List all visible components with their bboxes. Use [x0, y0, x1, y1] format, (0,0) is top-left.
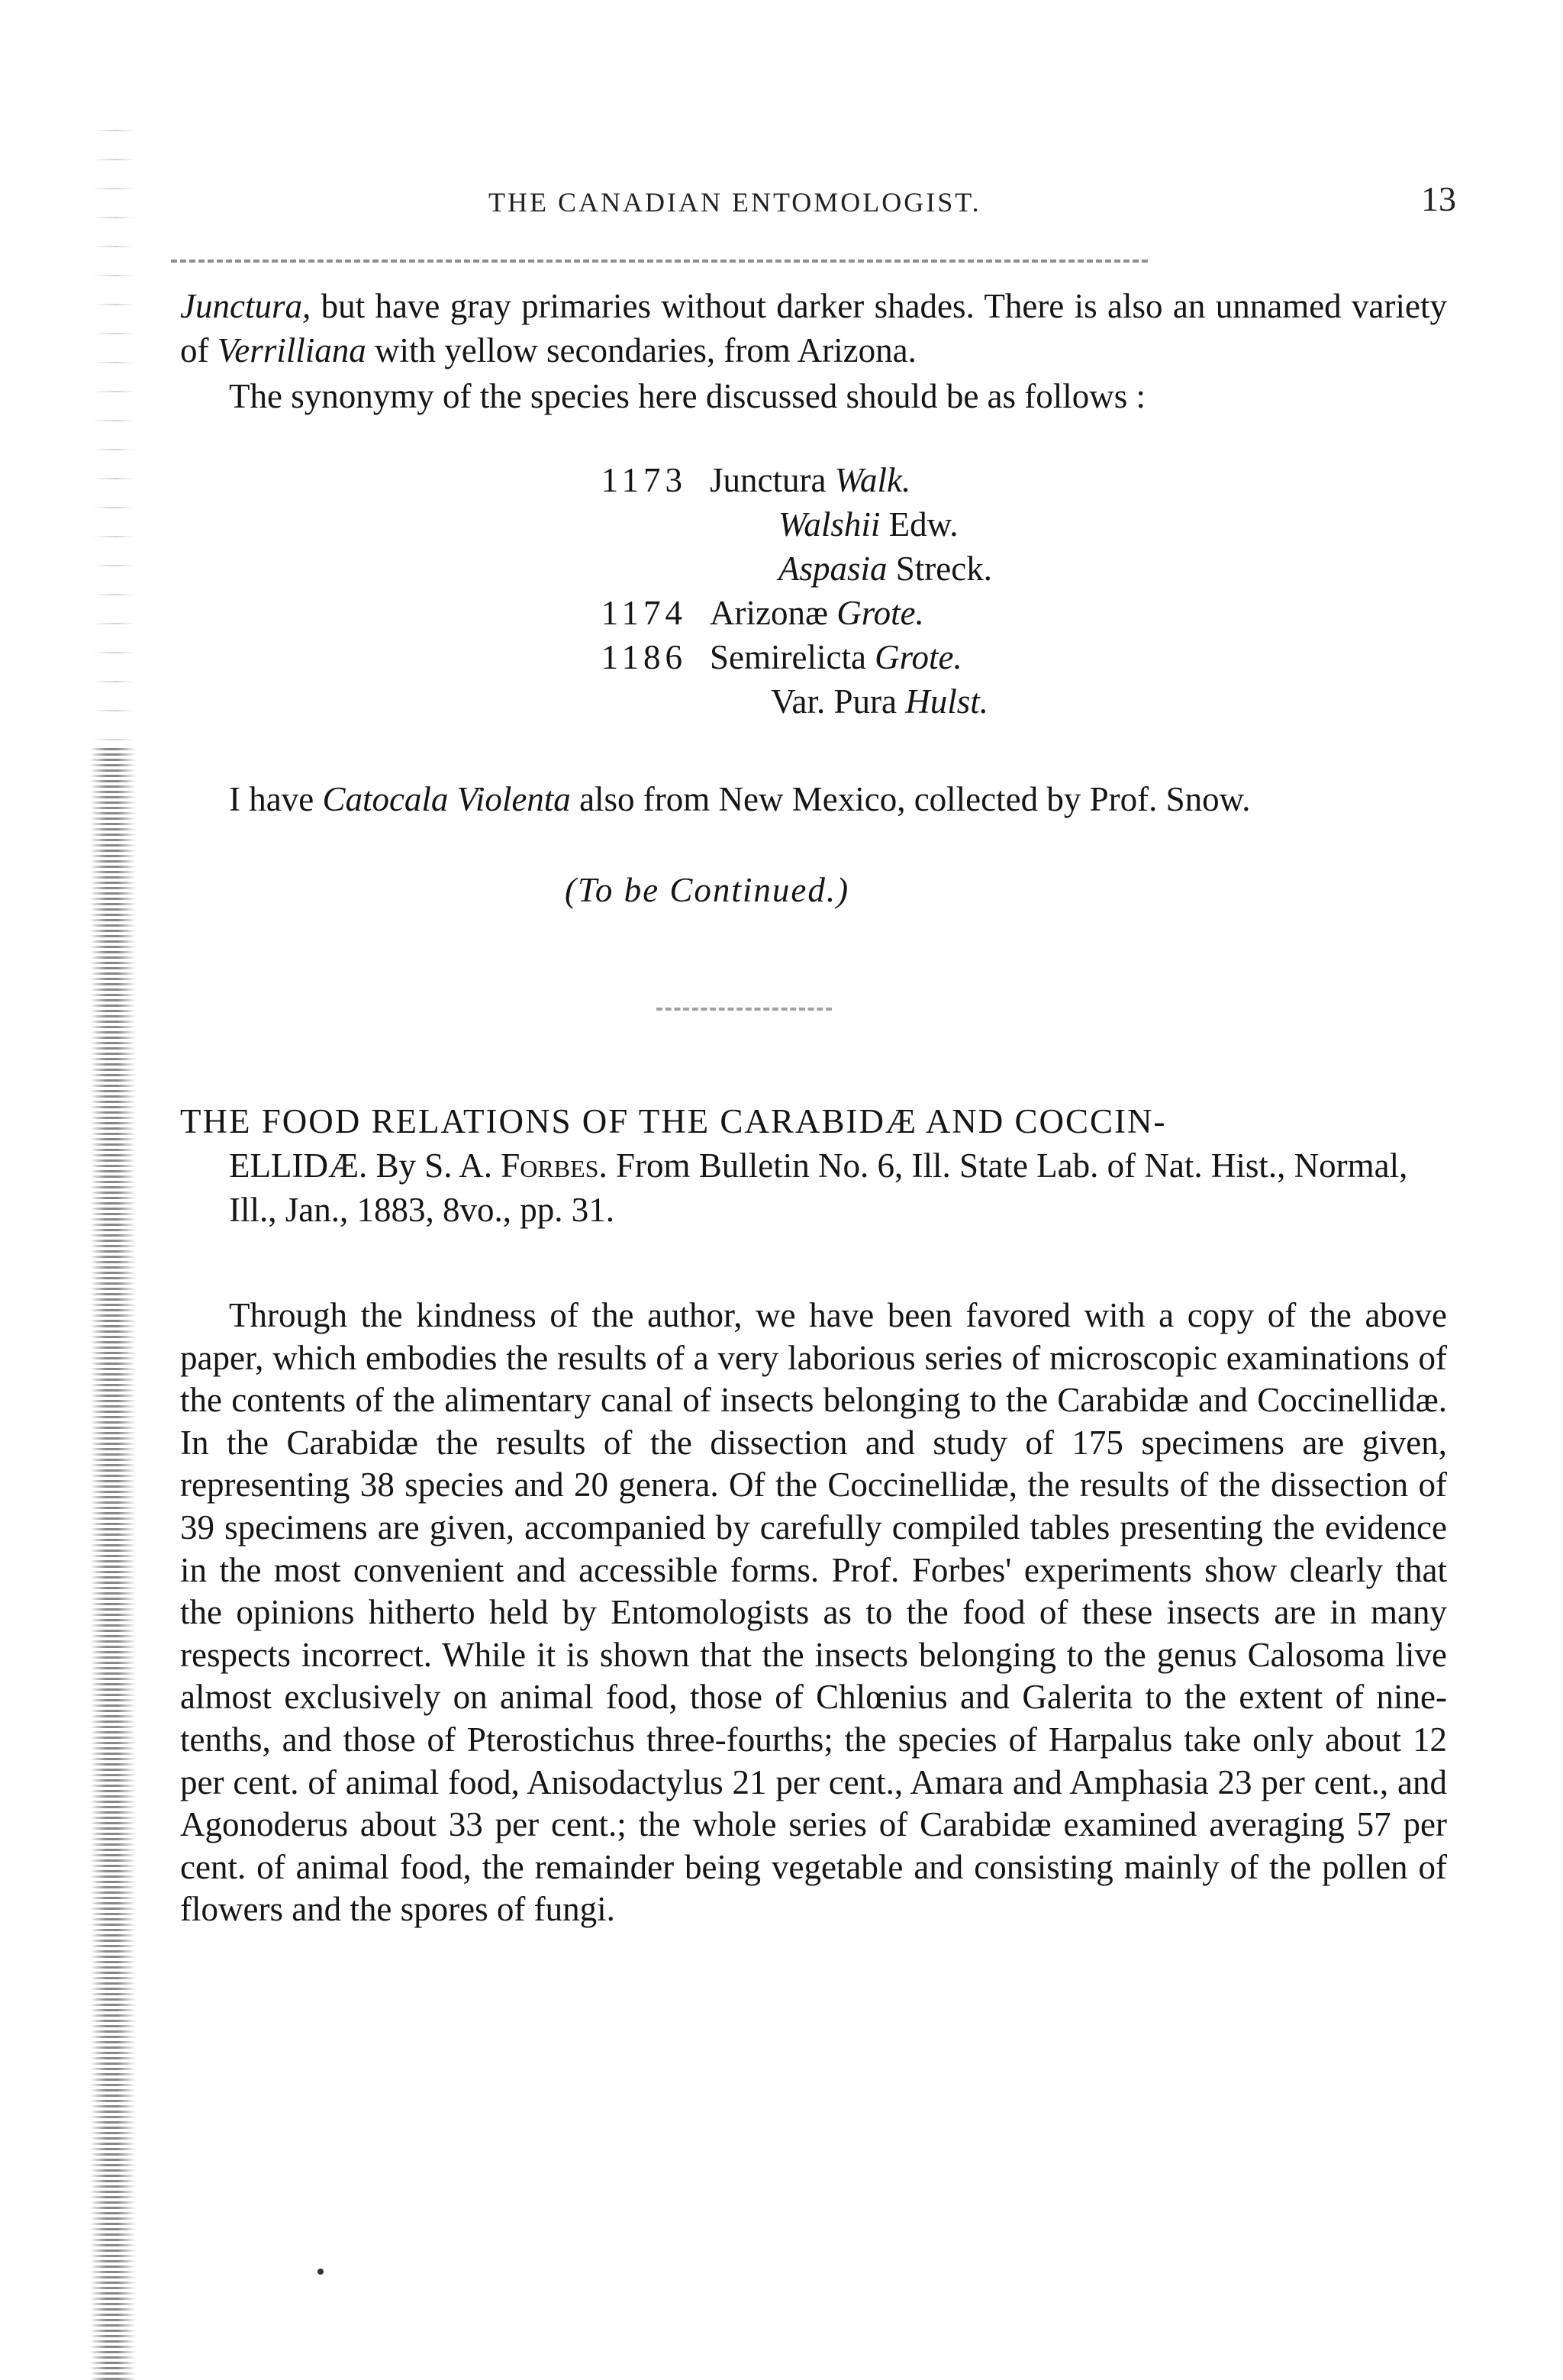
synonymy-name — [710, 591, 924, 635]
paragraph-text-wrapper — [180, 777, 1447, 821]
synonymy-row — [519, 458, 1206, 502]
paragraph-synonymy-intro: The synonymy of the species here discussed should be as follows : — [229, 377, 1146, 415]
page-number: 13 — [1421, 179, 1456, 218]
italic-verrilliana: Verrilliana — [217, 331, 366, 369]
synonymy-row — [519, 591, 1206, 635]
italic-junctura: Junctura, — [180, 287, 311, 325]
article-title-line-2 — [180, 1143, 1447, 1232]
article-citation: From Bulletin No. 6, Ill. State Lab. of Nat. Hist., Normal, Ill., Jan., 1883, 8vo., pp. 31. — [229, 1146, 1408, 1229]
running-title: THE CANADIAN ENTOMOLOGIST. — [488, 187, 981, 218]
article-title-line-1: THE FOOD RELATIONS OF THE CARABIDÆ AND COCCIN- — [180, 1102, 1167, 1140]
species-name: Var. Pura — [771, 682, 897, 721]
synonymy-list — [519, 458, 1206, 724]
article-author: S. A. Forbes. — [424, 1146, 607, 1185]
paragraph-text: also from New Mexico, collected by Prof. Snow. — [570, 780, 1251, 818]
scan-edge-specks — [92, 130, 153, 740]
synonymy-number: 1173 — [601, 461, 687, 499]
synonymy-name — [778, 502, 958, 547]
italic-catocala-violenta: Catocala Violenta — [322, 780, 571, 818]
paragraph-text: with yellow secondaries, from Arizona. — [366, 331, 917, 369]
species-name: Junctura — [710, 461, 827, 499]
synonymy-row — [519, 502, 1206, 547]
article-title-text: ELLIDÆ. By — [229, 1146, 425, 1185]
synonymy-row — [519, 547, 1206, 591]
paragraph-catocala-violenta — [180, 777, 1447, 821]
paragraph-review-body: Through the kindness of the author, we have been favored with a copy of the above paper, which embodies the results of a very laborious series of microscopic examinations of the contents of the alimentary canal of insects belonging to the Carabidæ and Coccinellidæ. In the Carabidæ the results of the dissection and study of 175 specimens are given, representing 38 species and 20 genera. Of the Coccinellidæ, the results of the dissection of 39 specimens are given, accompanied by carefully compiled tables presenting the evidence in the most convenient and accessible forms. Prof. Forbes' experiments show clearly that the opinions hitherto held by Entomologists as to the food of these insects are in many respects incorrect. While it is shown that the insects belonging to the genus Calosoma live almost exclusively on animal food, those of Chlœnius and Galerita to the extent of nine-tenths, and those of Pterostichus three-fourths; the species of Harpalus take only about 12 per cent. of animal food, Anisodactylus 21 per cent., Amara and Amphasia 23 per cent., and Agonoderus about 33 per cent.; the whole series of Carabidæ examined averaging 57 per cent. of animal food, the remainder being vegetable and consisting mainly of the pollen of flowers and the spores of fungi. — [180, 1296, 1447, 1929]
synonymy-number: 1174 — [601, 594, 687, 632]
species-author: Walk. — [834, 461, 911, 499]
synonymy-name — [778, 547, 992, 591]
species-name: Walshii — [778, 505, 881, 543]
scan-speck — [317, 2269, 324, 2275]
synonymy-name — [710, 635, 962, 679]
paragraph-junctura — [180, 284, 1447, 372]
synonymy-row — [519, 679, 1206, 724]
article-title — [180, 1099, 1447, 1232]
species-name: Arizonæ — [710, 594, 828, 632]
scan-binding-edge — [90, 748, 136, 2380]
species-name: Semirelicta — [710, 638, 866, 676]
species-name: Aspasia — [778, 550, 888, 588]
synonymy-name — [771, 679, 988, 724]
to-be-continued: (To be Continued.) — [565, 871, 850, 909]
synonymy-row — [519, 635, 1206, 679]
species-author: Grote. — [875, 638, 962, 676]
species-author: Streck. — [895, 550, 992, 588]
paragraph-text: I have — [229, 780, 323, 818]
species-author: Grote. — [836, 594, 924, 632]
synonymy-number: 1186 — [601, 638, 687, 676]
species-author: Hulst. — [905, 682, 988, 721]
header-rule — [171, 260, 1148, 263]
species-author: Edw. — [888, 505, 959, 543]
section-divider — [656, 1008, 832, 1011]
paragraph-text: but have gray primaries without darker shades. There is also an unnamed variety of — [180, 287, 1447, 369]
synonymy-name — [710, 458, 910, 502]
